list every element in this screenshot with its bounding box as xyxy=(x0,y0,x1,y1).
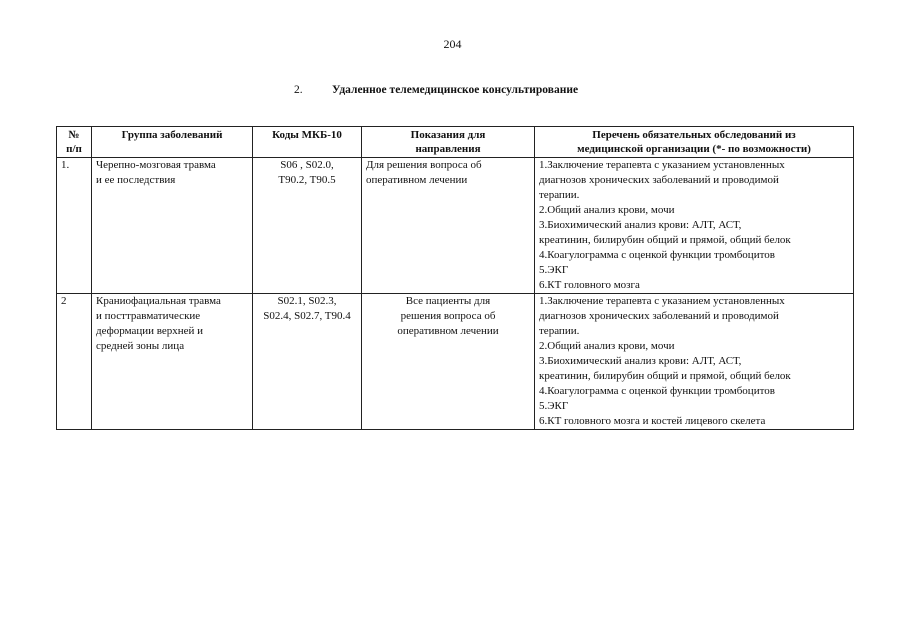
header-line: Перечень обязательных обследований из xyxy=(592,129,796,141)
header-line: направления xyxy=(415,143,481,155)
cell-line: диагнозов хронических заболеваний и проводимой xyxy=(539,310,779,322)
examinations-table xyxy=(56,126,854,430)
header-num xyxy=(57,127,92,158)
cell-line: Черепно-мозговая травма xyxy=(96,159,216,171)
cell-line: креатинин, билирубин общий и прямой, общий белок xyxy=(539,370,791,382)
header-line: Группа заболеваний xyxy=(121,129,223,141)
cell-line: Для решения вопроса об xyxy=(366,159,482,171)
cell-line: Краниофациальная травма xyxy=(96,295,221,307)
cell-line: креатинин, билирубин общий и прямой, общий белок xyxy=(539,234,791,246)
cell-line: 1.Заключение терапевта с указанием установленных xyxy=(539,159,785,171)
row-group xyxy=(92,294,253,430)
header-group xyxy=(92,127,253,158)
page-number: 204 xyxy=(443,37,462,51)
cell-line: терапии. xyxy=(539,325,580,337)
cell-line: деформации верхней и xyxy=(96,325,204,337)
table-row xyxy=(57,158,854,294)
cell-line: 5.ЭКГ xyxy=(539,264,569,276)
cell-line: средней зоны лица xyxy=(96,340,185,352)
header-line: № xyxy=(68,129,80,141)
cell-line: оперативном лечении xyxy=(366,174,468,186)
cell-line: 4.Коагулограмма с оценкой функции тромбоцитов xyxy=(539,385,775,397)
header-line: Коды МКБ-10 xyxy=(272,129,342,141)
cell-line: и ее последствия xyxy=(96,174,176,186)
row-group xyxy=(92,158,253,294)
header-list xyxy=(535,127,854,158)
cell-line: Все пациенты для xyxy=(405,295,491,307)
row-num: 1. xyxy=(57,158,92,294)
table-row xyxy=(57,294,854,430)
cell-line: S02.4, S02.7, T90.4 xyxy=(263,310,351,322)
cell-line: 3.Биохимический анализ крови: АЛТ, АСТ, xyxy=(539,219,742,231)
cell-line: диагнозов хронических заболеваний и проводимой xyxy=(539,174,779,186)
cell-line: оперативном лечении xyxy=(397,325,499,337)
cell-line: 2.Общий анализ крови, мочи xyxy=(539,204,675,216)
cell-line: T90.2, T90.5 xyxy=(278,174,336,186)
cell-line: 4.Коагулограмма с оценкой функции тромбоцитов xyxy=(539,249,775,261)
cell-line: 2.Общий анализ крови, мочи xyxy=(539,340,675,352)
row-indications xyxy=(362,294,535,430)
cell-line: S02.1, S02.3, xyxy=(277,295,337,307)
row-num: 2 xyxy=(57,294,92,430)
table-header-row xyxy=(57,127,854,158)
cell-line: 3.Биохимический анализ крови: АЛТ, АСТ, xyxy=(539,355,742,367)
row-codes xyxy=(253,158,362,294)
header-line: Показания для xyxy=(410,129,486,141)
header-line: п/п xyxy=(66,143,82,155)
section-heading xyxy=(294,84,578,96)
row-indications xyxy=(362,158,535,294)
section-title: Удаленное телемедицинское консультирование xyxy=(332,84,579,96)
header-line: медицинской организации (*- по возможности) xyxy=(577,143,811,155)
cell-line: 6.КТ головного мозга xyxy=(539,279,640,291)
row-list xyxy=(535,158,854,294)
row-list xyxy=(535,294,854,430)
header-codes xyxy=(253,127,362,158)
cell-line: S06 , S02.0, xyxy=(280,159,334,171)
section-number: 2. xyxy=(294,84,303,96)
cell-line: терапии. xyxy=(539,189,580,201)
cell-line: 5.ЭКГ xyxy=(539,400,569,412)
row-codes xyxy=(253,294,362,430)
cell-line: 1.Заключение терапевта с указанием установленных xyxy=(539,295,785,307)
cell-line: и посттравматические xyxy=(96,310,201,322)
cell-line: 6.КТ головного мозга и костей лицевого скелета xyxy=(539,415,766,427)
cell-line: решения вопроса об xyxy=(400,310,496,322)
header-indications xyxy=(362,127,535,158)
